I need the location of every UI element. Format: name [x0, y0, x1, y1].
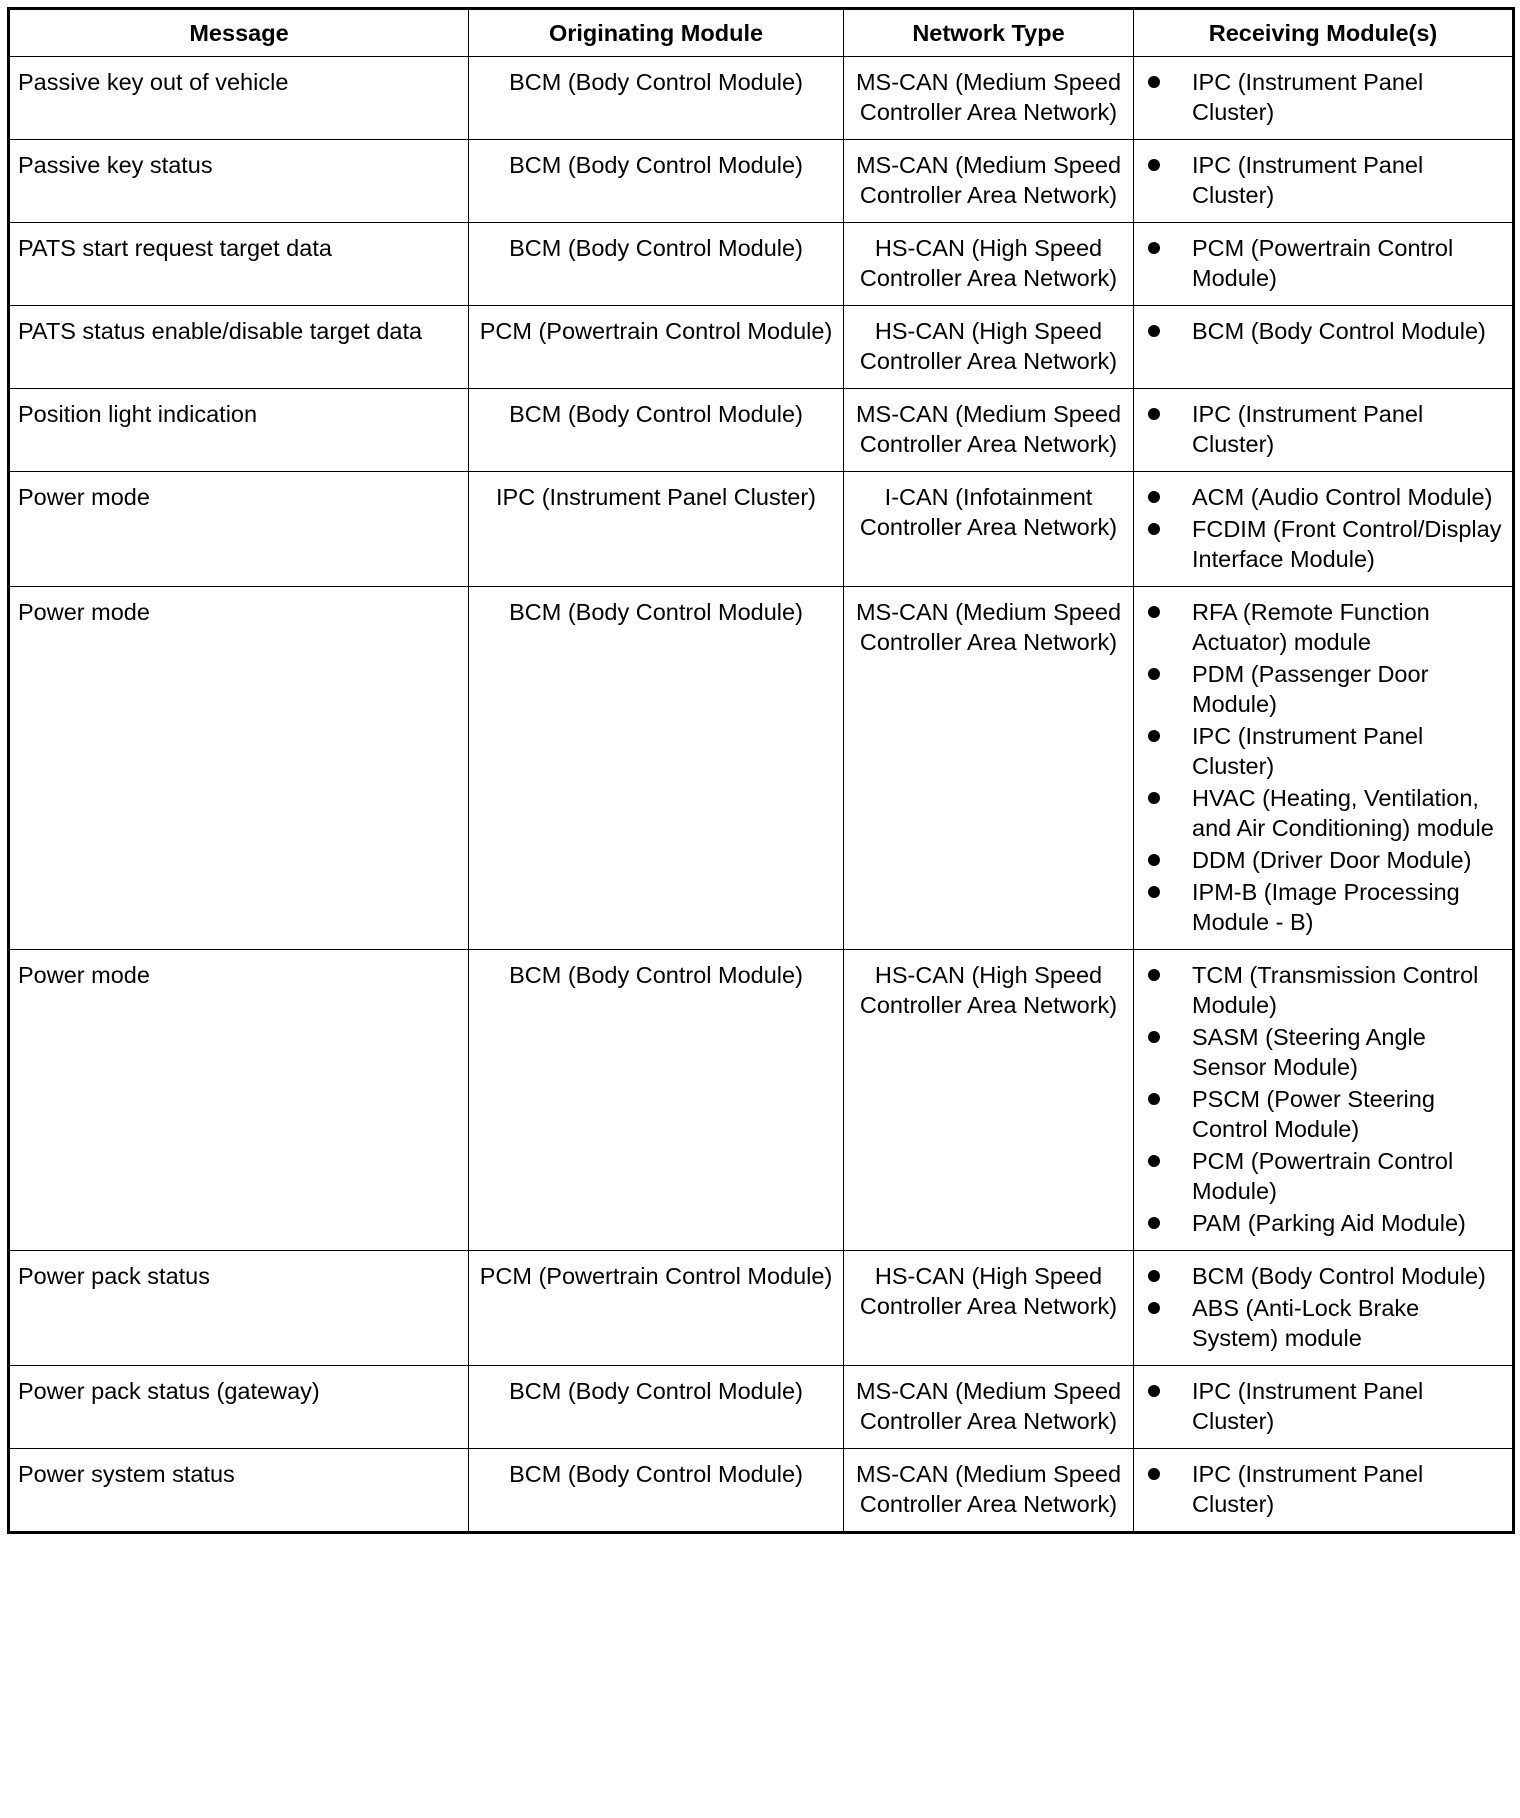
receiving-module-text: ABS (Anti-Lock Brake System) module [1192, 1295, 1420, 1351]
list-item [1146, 1022, 1506, 1082]
message-cell: PATS start request target data [9, 223, 469, 306]
list-item [1146, 721, 1506, 781]
originating-module-cell: BCM (Body Control Module) [469, 587, 844, 950]
header-network-type: Network Type [844, 9, 1134, 57]
receiving-module-list [1146, 1459, 1506, 1519]
bullet-icon [1148, 1270, 1160, 1282]
list-item [1146, 1261, 1506, 1291]
network-type-cell: MS-CAN (Medium Speed Controller Area Network) [844, 587, 1134, 950]
list-item [1146, 845, 1506, 875]
network-type-cell: MS-CAN (Medium Speed Controller Area Network) [844, 140, 1134, 223]
receiving-modules-cell [1134, 1366, 1514, 1449]
list-item [1146, 399, 1506, 459]
list-item [1146, 482, 1506, 512]
bullet-icon [1148, 491, 1160, 503]
receiving-modules-cell [1134, 472, 1514, 587]
bullet-icon [1148, 969, 1160, 981]
bullet-icon [1148, 792, 1160, 804]
list-item [1146, 1146, 1506, 1206]
receiving-module-text: IPC (Instrument Panel Cluster) [1192, 1461, 1424, 1517]
bullet-icon [1148, 1468, 1160, 1480]
originating-module-cell: PCM (Powertrain Control Module) [469, 306, 844, 389]
bullet-icon [1148, 1302, 1160, 1314]
message-cell: PATS status enable/disable target data [9, 306, 469, 389]
table-row [9, 1366, 1514, 1449]
bullet-icon [1148, 76, 1160, 88]
receiving-modules-cell [1134, 950, 1514, 1251]
receiving-module-text: BCM (Body Control Module) [1192, 1263, 1486, 1289]
receiving-module-text: RFA (Remote Function Actuator) module [1192, 599, 1430, 655]
list-item [1146, 233, 1506, 293]
table-row [9, 389, 1514, 472]
list-item [1146, 1084, 1506, 1144]
message-cell: Passive key out of vehicle [9, 57, 469, 140]
originating-module-cell: BCM (Body Control Module) [469, 1449, 844, 1533]
list-item [1146, 1376, 1506, 1436]
table-row [9, 472, 1514, 587]
header-message: Message [9, 9, 469, 57]
receiving-module-list [1146, 67, 1506, 127]
message-cell: Power pack status [9, 1251, 469, 1366]
header-row [9, 9, 1514, 57]
list-item [1146, 67, 1506, 127]
receiving-module-text: TCM (Transmission Control Module) [1192, 962, 1479, 1018]
bullet-icon [1148, 1031, 1160, 1043]
originating-module-cell: BCM (Body Control Module) [469, 57, 844, 140]
list-item [1146, 1208, 1506, 1238]
receiving-modules-cell [1134, 389, 1514, 472]
list-item [1146, 960, 1506, 1020]
receiving-module-text: IPC (Instrument Panel Cluster) [1192, 723, 1424, 779]
network-type-cell: MS-CAN (Medium Speed Controller Area Network) [844, 389, 1134, 472]
table-row [9, 223, 1514, 306]
originating-module-cell: BCM (Body Control Module) [469, 950, 844, 1251]
list-item [1146, 783, 1506, 843]
receiving-module-list [1146, 233, 1506, 293]
bullet-icon [1148, 1155, 1160, 1167]
receiving-modules-cell [1134, 1251, 1514, 1366]
receiving-modules-cell [1134, 1449, 1514, 1533]
bullet-icon [1148, 242, 1160, 254]
header-originating-module: Originating Module [469, 9, 844, 57]
receiving-module-list [1146, 399, 1506, 459]
receiving-module-list [1146, 316, 1506, 346]
receiving-module-list [1146, 1261, 1506, 1353]
table-row [9, 306, 1514, 389]
table-row [9, 1449, 1514, 1533]
message-cell: Power mode [9, 950, 469, 1251]
originating-module-cell: BCM (Body Control Module) [469, 389, 844, 472]
bullet-icon [1148, 606, 1160, 618]
originating-module-cell: BCM (Body Control Module) [469, 1366, 844, 1449]
bullet-icon [1148, 886, 1160, 898]
receiving-module-text: IPC (Instrument Panel Cluster) [1192, 69, 1424, 125]
receiving-module-list [1146, 1376, 1506, 1436]
table-row [9, 1251, 1514, 1366]
bullet-icon [1148, 668, 1160, 680]
receiving-module-text: IPM-B (Image Processing Module - B) [1192, 879, 1460, 935]
receiving-module-text: HVAC (Heating, Ventilation, and Air Conditioning) module [1192, 785, 1494, 841]
message-cell: Power mode [9, 587, 469, 950]
list-item [1146, 659, 1506, 719]
message-cell: Power mode [9, 472, 469, 587]
list-item [1146, 316, 1506, 346]
network-type-cell: HS-CAN (High Speed Controller Area Network) [844, 950, 1134, 1251]
network-type-cell: HS-CAN (High Speed Controller Area Network) [844, 223, 1134, 306]
receiving-module-list [1146, 150, 1506, 210]
network-type-cell: HS-CAN (High Speed Controller Area Network) [844, 306, 1134, 389]
receiving-modules-cell [1134, 306, 1514, 389]
receiving-module-text: DDM (Driver Door Module) [1192, 847, 1472, 873]
network-type-cell: MS-CAN (Medium Speed Controller Area Network) [844, 57, 1134, 140]
list-item [1146, 877, 1506, 937]
table-row [9, 140, 1514, 223]
receiving-modules-cell [1134, 57, 1514, 140]
originating-module-cell: IPC (Instrument Panel Cluster) [469, 472, 844, 587]
list-item [1146, 1293, 1506, 1353]
bullet-icon [1148, 1093, 1160, 1105]
list-item [1146, 150, 1506, 210]
message-cell: Position light indication [9, 389, 469, 472]
originating-module-cell: BCM (Body Control Module) [469, 223, 844, 306]
bullet-icon [1148, 730, 1160, 742]
receiving-module-text: BCM (Body Control Module) [1192, 318, 1486, 344]
receiving-module-text: IPC (Instrument Panel Cluster) [1192, 152, 1424, 208]
header-receiving-modules: Receiving Module(s) [1134, 9, 1514, 57]
receiving-module-list [1146, 482, 1506, 574]
network-type-cell: MS-CAN (Medium Speed Controller Area Network) [844, 1366, 1134, 1449]
originating-module-cell: PCM (Powertrain Control Module) [469, 1251, 844, 1366]
receiving-module-text: PCM (Powertrain Control Module) [1192, 1148, 1454, 1204]
table-row [9, 587, 1514, 950]
receiving-module-list [1146, 597, 1506, 937]
receiving-module-text: SASM (Steering Angle Sensor Module) [1192, 1024, 1426, 1080]
table-row [9, 950, 1514, 1251]
receiving-module-list [1146, 960, 1506, 1238]
bullet-icon [1148, 325, 1160, 337]
receiving-modules-cell [1134, 223, 1514, 306]
bullet-icon [1148, 1217, 1160, 1229]
network-type-cell: MS-CAN (Medium Speed Controller Area Network) [844, 1449, 1134, 1533]
message-cell: Power pack status (gateway) [9, 1366, 469, 1449]
bullet-icon [1148, 854, 1160, 866]
receiving-modules-cell [1134, 140, 1514, 223]
table-body [9, 57, 1514, 1533]
receiving-module-text: ACM (Audio Control Module) [1192, 484, 1493, 510]
originating-module-cell: BCM (Body Control Module) [469, 140, 844, 223]
receiving-module-text: IPC (Instrument Panel Cluster) [1192, 401, 1424, 457]
table-row [9, 57, 1514, 140]
receiving-module-text: FCDIM (Front Control/Display Interface Module) [1192, 516, 1502, 572]
network-message-table [7, 7, 1515, 1534]
message-cell: Power system status [9, 1449, 469, 1533]
receiving-module-text: PSCM (Power Steering Control Module) [1192, 1086, 1435, 1142]
message-cell: Passive key status [9, 140, 469, 223]
receiving-module-text: PDM (Passenger Door Module) [1192, 661, 1429, 717]
receiving-module-text: PAM (Parking Aid Module) [1192, 1210, 1466, 1236]
bullet-icon [1148, 159, 1160, 171]
list-item [1146, 514, 1506, 574]
receiving-module-text: PCM (Powertrain Control Module) [1192, 235, 1454, 291]
network-type-cell: HS-CAN (High Speed Controller Area Network) [844, 1251, 1134, 1366]
receiving-modules-cell [1134, 587, 1514, 950]
network-type-cell: I-CAN (Infotainment Controller Area Network) [844, 472, 1134, 587]
receiving-module-text: IPC (Instrument Panel Cluster) [1192, 1378, 1424, 1434]
bullet-icon [1148, 408, 1160, 420]
list-item [1146, 597, 1506, 657]
list-item [1146, 1459, 1506, 1519]
bullet-icon [1148, 523, 1160, 535]
bullet-icon [1148, 1385, 1160, 1397]
